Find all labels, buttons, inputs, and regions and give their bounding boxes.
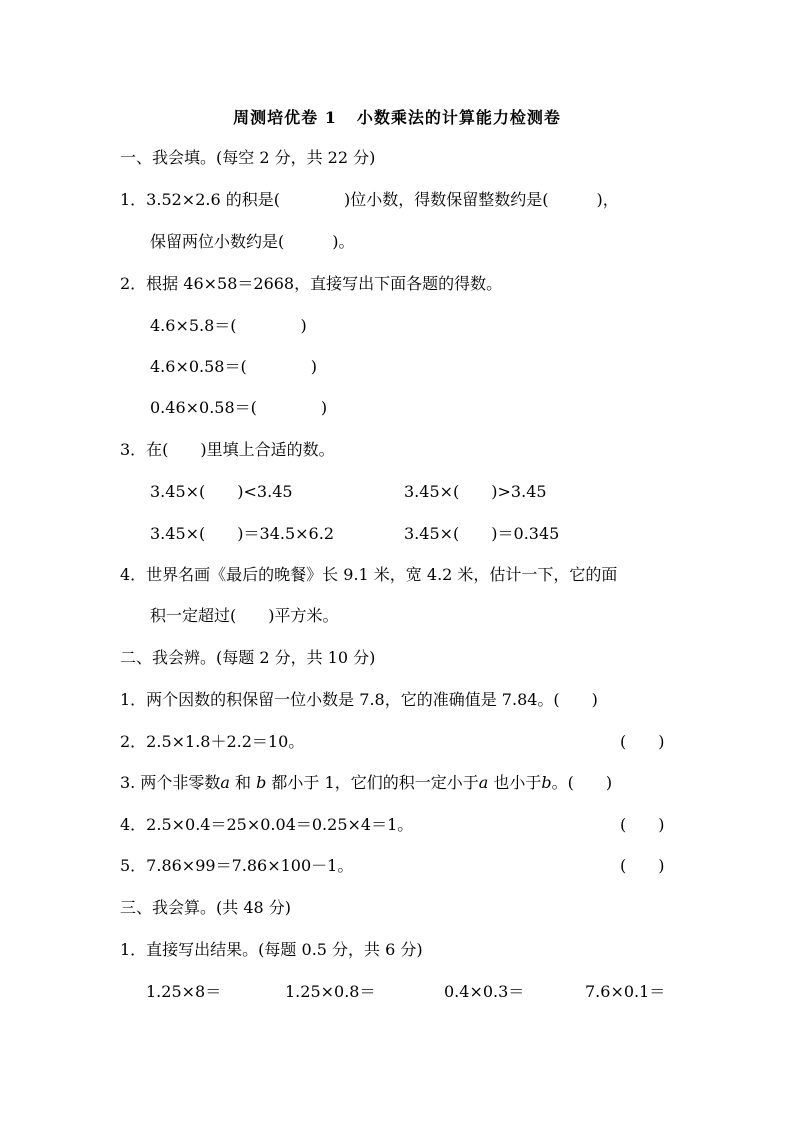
- s1-q4-line1: 4．世界名画《最后的晚餐》长 9.1 米，宽 4.2 米，估计一下，它的面: [120, 565, 618, 584]
- s2-q3-var-a2: a: [478, 773, 489, 792]
- s2-q3: [120, 773, 612, 793]
- page-title: [0, 108, 794, 128]
- s2-q3-var-b: b: [256, 773, 267, 792]
- title-part1: 周测培优卷 1: [233, 108, 337, 127]
- s2-q3-end: 。( ): [551, 773, 613, 792]
- s2-q3-var-b2: b: [541, 773, 552, 792]
- s1-q2-item2: 4.6×0.58＝( ): [150, 357, 317, 376]
- section3-heading: 三、我会算。(共 48 分): [120, 898, 292, 917]
- section2-heading: 二、我会辨。(每题 2 分，共 10 分): [120, 648, 376, 667]
- section1-heading: 一、我会填。(每空 2 分，共 22 分): [120, 148, 376, 167]
- s1-q3-c: 3.45×( )＝34.5×6.2: [150, 524, 334, 543]
- s2-q3-post: 都小于 1，它们的积一定小于: [266, 773, 479, 792]
- s1-q3-a: 3.45×( )<3.45: [150, 482, 293, 501]
- s2-q4: 4．2.5×0.4＝25×0.04＝0.25×4＝1。: [120, 815, 414, 834]
- s3-q1-item2: 1.25×0.8＝: [285, 982, 376, 1001]
- s3-q1-item4: 7.6×0.1＝: [585, 982, 666, 1001]
- s2-q3-pre: 3. 两个非零数: [120, 773, 221, 792]
- title-part2: 小数乘法的计算能力检测卷: [356, 108, 561, 127]
- s3-q1-item3: 0.4×0.3＝: [444, 982, 525, 1001]
- s1-q1-line1: 1．3.52×2.6 的积是( )位小数，得数保留整数约是( )，: [120, 190, 619, 209]
- s1-q3-stem: 3．在( )里填上合适的数。: [120, 440, 335, 459]
- s1-q2-item1: 4.6×5.8＝( ): [150, 316, 307, 335]
- s2-q4-paren: ( ): [620, 815, 665, 834]
- s1-q4-line2: 积一定超过( )平方米。: [150, 606, 339, 625]
- s1-q1-line2: 保留两位小数约是( )。: [150, 232, 355, 251]
- s2-q1: 1．两个因数的积保留一位小数是 7.8，它的准确值是 7.84。( ): [120, 690, 598, 709]
- s2-q5-paren: ( ): [620, 856, 665, 875]
- s1-q3-d: 3.45×( )＝0.345: [404, 524, 560, 543]
- s1-q3-b: 3.45×( )>3.45: [404, 482, 547, 501]
- s2-q5: 5．7.86×99＝7.86×100－1。: [120, 856, 354, 875]
- s2-q3-mid: 和: [229, 773, 257, 792]
- s2-q2-paren: ( ): [620, 732, 665, 751]
- s1-q2-stem: 2．根据 46×58＝2668，直接写出下面各题的得数。: [120, 274, 503, 293]
- s3-q1-stem: 1．直接写出结果。(每题 0.5 分，共 6 分): [120, 940, 423, 959]
- s3-q1-item1: 1.25×8＝: [146, 982, 222, 1001]
- s1-q2-item3: 0.46×0.58＝( ): [150, 398, 328, 417]
- s2-q2: 2．2.5×1.8＋2.2＝10。: [120, 732, 305, 751]
- s2-q3-var-a: a: [220, 773, 230, 792]
- s2-q3-post2: 也小于: [488, 773, 542, 792]
